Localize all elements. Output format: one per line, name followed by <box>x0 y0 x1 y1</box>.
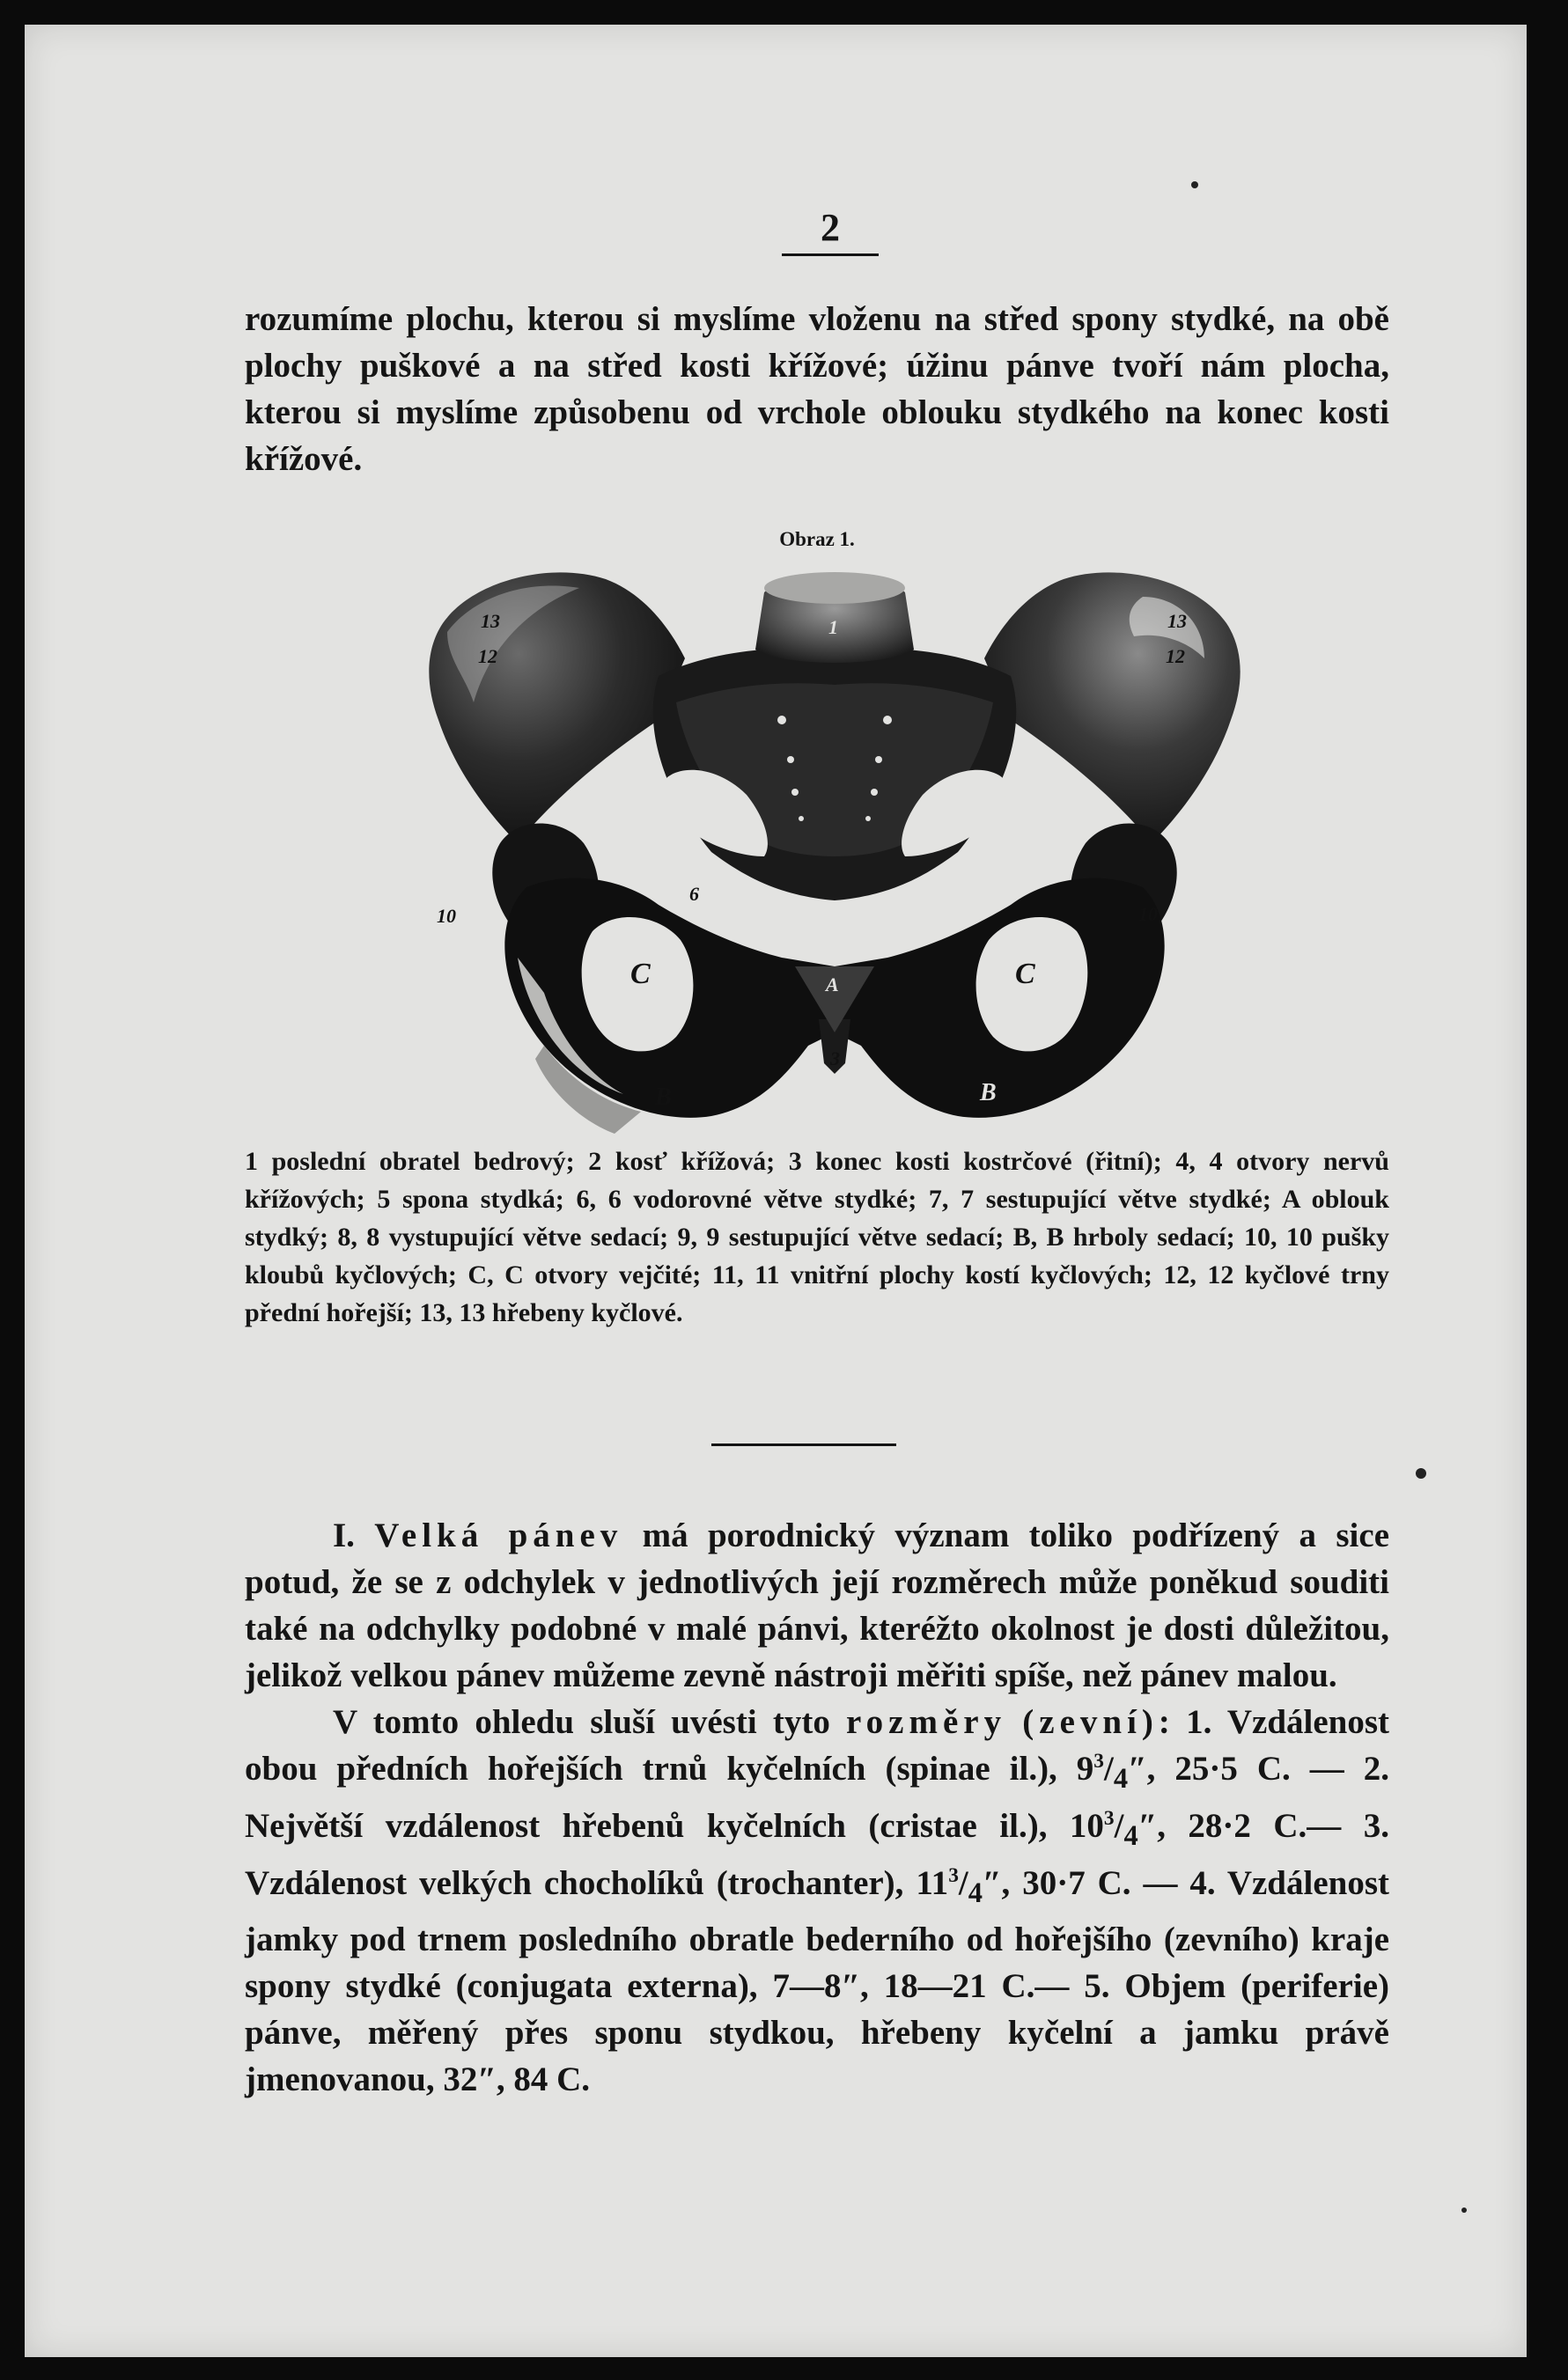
p2-sup-1: 3 <box>1093 1750 1104 1773</box>
mark-12-left: 12 <box>478 645 497 667</box>
p2-text-b: : 1. Vzdálenost obou předních hořejších trnů kyčelních (spinae il.), 9 <box>245 1703 1390 1788</box>
paper-speck <box>1191 181 1198 188</box>
pelvis-illustration <box>394 553 1275 1151</box>
paper-speck <box>1461 2207 1467 2213</box>
p2-term-external: (zevní) <box>1022 1703 1159 1741</box>
intro-paragraph: rozumíme plochu, kterou si myslíme vloženu na střed spony stydké, na obě plochy puškové a na střed kosti křížové; úžinu pánve tvoří nám plocha, kterou si myslíme způsobenu od vrchole oblouku stydkého na konec kosti křížové. <box>245 300 1389 478</box>
p2-sup-2: 3 <box>1103 1806 1115 1830</box>
p2-term-dimensions: rozměry <box>846 1703 1007 1741</box>
mark-6: 6 <box>689 883 699 905</box>
p2-text-a: V tomto ohledu sluší uvésti tyto <box>333 1703 830 1741</box>
p2-sup-3: 3 <box>948 1863 959 1887</box>
p2-text-f: ″, 28·2 C.— 3. Vzdálenost velkých chocholíků (trochanter), 11 <box>245 1806 1389 1902</box>
mark-10-right: 10 <box>1138 903 1158 925</box>
mark-b-right: B <box>980 1079 997 1106</box>
mark-a: A <box>826 973 839 995</box>
mark-3: 3 <box>830 1047 840 1069</box>
mark-1: 1 <box>828 616 838 638</box>
p2-text-h: ″, 30·7 C. — 4. Vzdálenost jamky pod trnem posledního obratle bederního od hořejšího (zevního) kraje spony stydké (conjugata externa), 7—8″, 18—21 C.— 5. Objem (periferie) pánve, měřený přes sponu stydkou, hřebeny kyčelní a jamku právě jmenovanou, 32″, 84 C. <box>245 1863 1389 2099</box>
mark-10-left: 10 <box>437 905 456 927</box>
paragraph-2 <box>245 1699 1389 2103</box>
p2-sub-3: 4 <box>968 1877 983 1909</box>
figure-label: Obraz 1. <box>779 528 855 550</box>
document-page <box>25 25 1527 2357</box>
p2-slash-2: / <box>1114 1806 1124 1845</box>
figure-caption: 1 poslední obratel bedrový; 2 kosť křížová; 3 konec kosti kostrčové (řitní); 4, 4 otvory nervů křížových; 5 spona stydká; 6, 6 vodorovné větve stydké; 7, 7 sestupující větve stydké; A oblouk stydký; 8, 8 vystupující větve sedací; 9, 9 sestupující větve sedací; B, B hrboly sedací; 10, 10 pušky kloubů kyčlových; C, C otvory vejčité; 11, 11 vnitřní plochy kostí kyčlových; 12, 12 kyčlové trny přední hořejší; 13, 13 hřebeny kyčlové. <box>245 1147 1389 1327</box>
section-divider <box>711 1443 896 1446</box>
section-term: Velká pánev <box>374 1517 623 1554</box>
paragraph-1 <box>245 1512 1389 1699</box>
mark-13-left: 13 <box>481 610 500 632</box>
p2-text-d: ″, 25·5 C. — 2. Největší vzdálenost hřebenů kyčelních (cristae il.), 10 <box>245 1750 1389 1845</box>
p2-slash-3: / <box>958 1863 968 1902</box>
p2-slash-1: / <box>1104 1750 1114 1788</box>
mark-b-left: B <box>655 1083 672 1111</box>
paragraph-1-text: má porodnický význam toliko podřízený a sice potud, že se z odchylek v jednotlivých její rozměrech může poněkud souditi také na odchylky podobné v malé pánvi, kteréžto okolnost je dosti důležitou, jelikož velkou pánev můžeme zevně nástroji měřiti spíše, než pánev malou. <box>245 1517 1390 1694</box>
page-number: 2 <box>782 205 879 256</box>
mark-13-right: 13 <box>1167 610 1187 632</box>
section-lead: I. <box>333 1517 355 1554</box>
paper-speck <box>1416 1468 1426 1479</box>
mark-c-left: C <box>630 958 651 990</box>
p2-sub-1: 4 <box>1113 1762 1129 1795</box>
p2-sub-2: 4 <box>1123 1819 1138 1852</box>
mark-c-right: C <box>1015 958 1035 990</box>
mark-12-right: 12 <box>1166 645 1185 667</box>
section-body <box>245 1512 1389 2103</box>
